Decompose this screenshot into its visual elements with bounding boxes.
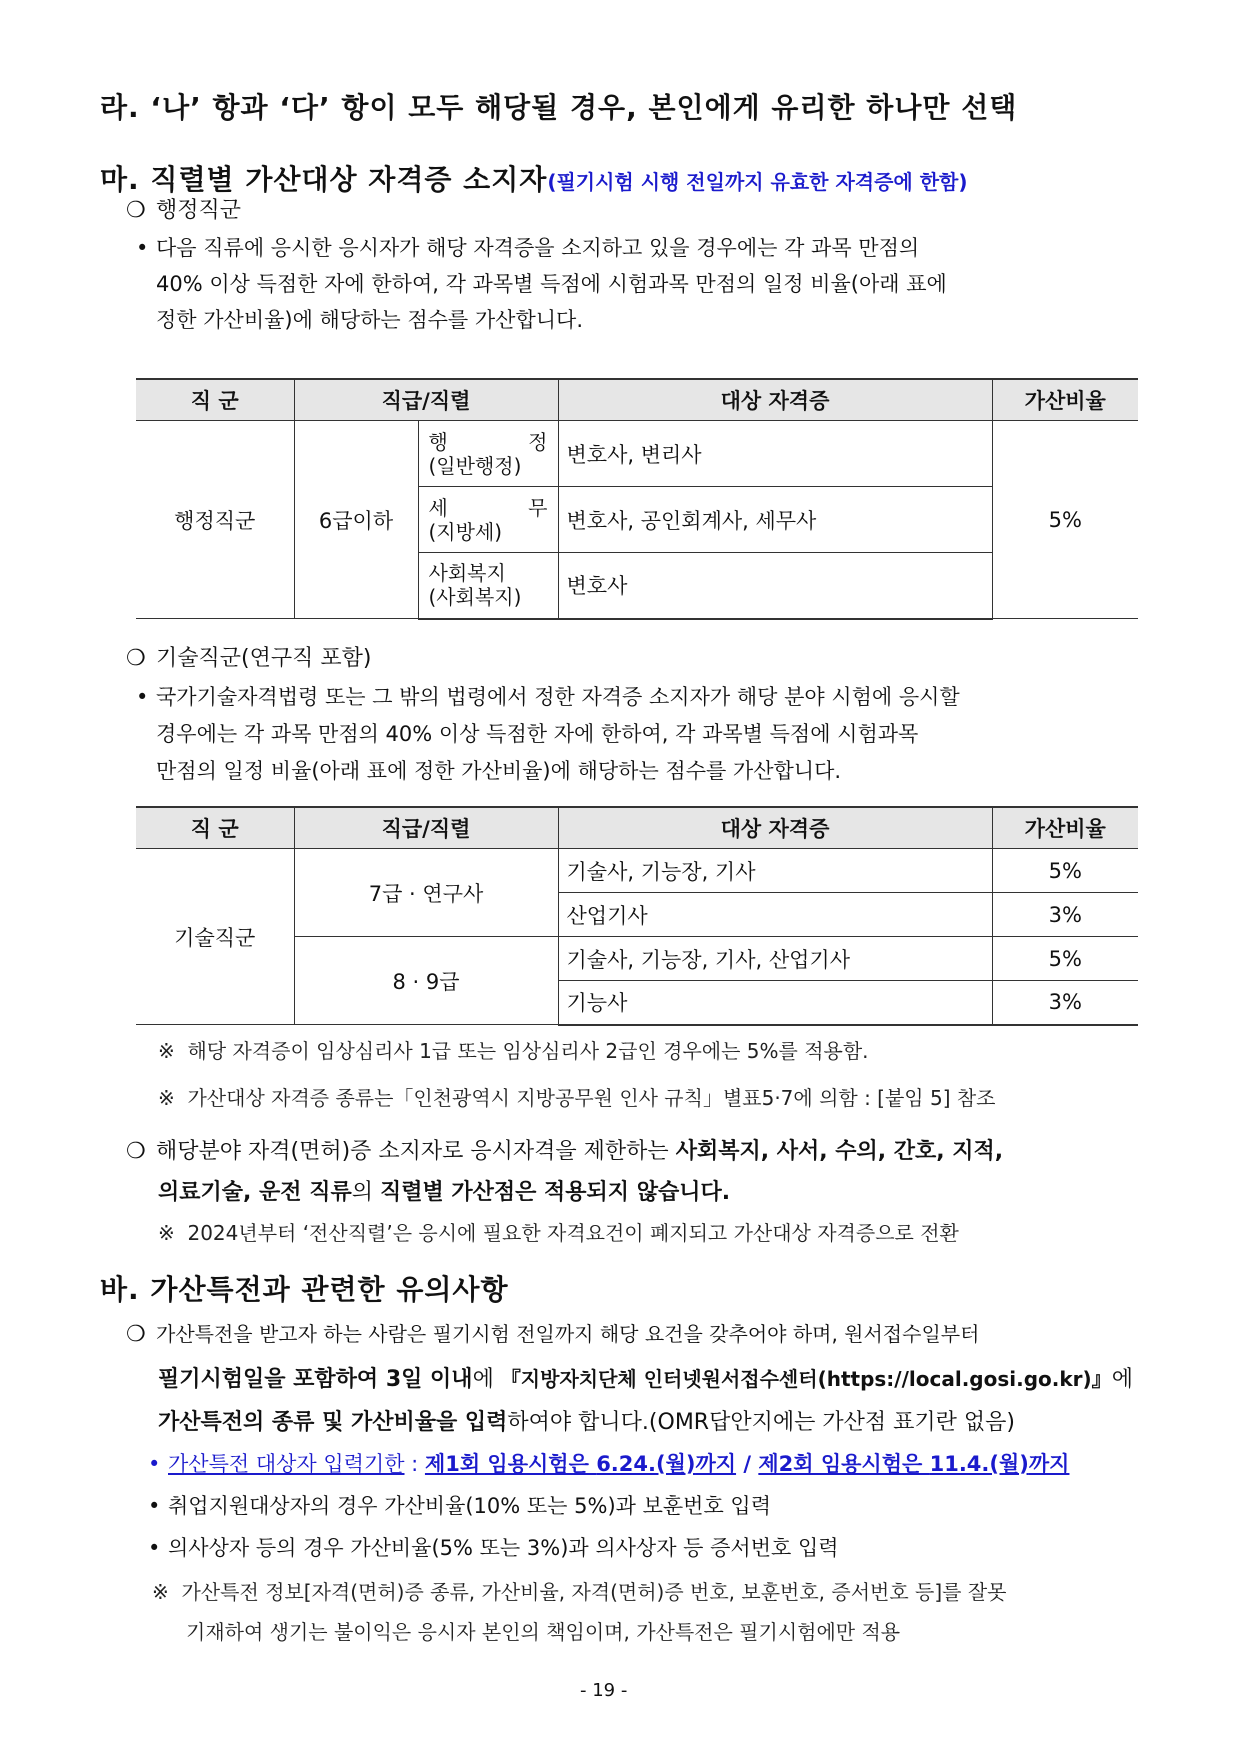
certs-cell: 기술사, 기능장, 기사 [558,849,992,893]
notes-ref-1-text: 가산특전 정보[자격(면허)증 종류, 가산비율, 자격(면허)증 번호, 보훈번호, 증서번호 등]를 잘못 [181,1580,1007,1604]
series-cell [418,553,558,619]
tech-line-2: 경우에는 각 과목 만점의 40% 이상 득점한 자에 한하여, 각 과목별 득점에 시험과목 [156,722,919,746]
tech-table [136,806,1138,1026]
circle-bullet-icon: ❍ [126,1322,146,1347]
table-row [136,421,1138,487]
admin-group-cell: 행정직군 [136,421,294,619]
header-certs: 대상 자격증 [558,379,992,421]
notes-line-1 [126,1318,979,1347]
rate-cell: 5% [992,937,1138,981]
deadline-label: 가산특전 대상자 입력기한 [168,1452,405,1476]
notes-line-2-bold: 필기시험일을 포함하여 3일 이내 [158,1367,473,1392]
series-cell [418,487,558,553]
deadline-2-pre: 제2회 임용시험은 [758,1452,930,1476]
deadline-2-post: 까지 [1028,1452,1070,1476]
admin-rate-cell: 5% [992,421,1138,619]
admin-section-title [126,193,241,224]
admin-grade-cell: 6급이하 [294,421,418,619]
deadline-1-post: 까지 [695,1452,737,1476]
series-top: 행 정 [428,429,548,454]
notes-line-2-mid: 에 [472,1367,501,1392]
heading-ma-title: 마. 직렬별 가산대상 자격증 소지자 [100,163,548,196]
tech-line-1-text: 국가기술자격법령 또는 그 밖의 법령에서 정한 자격증 소지자가 해당 분야 시험에 응시할 [156,685,960,709]
excluded-ref-text: 2024년부터 ‘전산직렬’은 응시에 필요한 자격요건이 폐지되고 가산대상 자격증으로 전환 [187,1221,959,1245]
certs-cell: 변호사, 변리사 [558,421,992,487]
header-grade: 직급/직렬 [294,807,558,849]
tech-ref-1 [158,1035,869,1064]
deadline-sep: : [404,1452,425,1476]
deadline-2-date: 11.4.(월) [929,1452,1029,1476]
admin-title-text: 행정직군 [156,198,242,223]
notes-line-3-bold: 가산특전의 종류 및 가산비율을 입력 [158,1410,508,1435]
bullet-icon: • [136,685,149,709]
excluded-line-1 [126,1134,1003,1165]
excluded-line-1-text: 해당분야 자격(면허)증 소지자로 응시자격을 제한하는 [156,1139,676,1164]
tech-grade-cell: 7급 · 연구사 [294,849,558,937]
reference-mark-icon: ※ [158,1086,175,1110]
header-rate: 가산비율 [992,807,1138,849]
table-row [136,849,1138,893]
admin-table [136,378,1138,620]
heading-ma [100,158,968,198]
certs-cell: 변호사, 공인회계사, 세무사 [558,487,992,553]
tech-ref-2 [158,1082,996,1111]
tech-ref-1-text: 해당 자격증이 임상심리사 1급 또는 임상심리사 2급인 경우에는 5%를 적용함. [187,1039,869,1063]
notes-line-1-text: 가산특전을 받고자 하는 사람은 필기시험 전일까지 해당 요건을 갖추어야 하며, 원서접수일부터 [156,1322,980,1346]
excluded-line-2-mid: 의 [351,1180,380,1205]
tech-title-text: 기술직군(연구직 포함) [156,646,372,671]
notes-line-2-bold2: 『지방자치단체 인터넷원서접수센터(https://local.gosi.go.kr)』 [500,1367,1112,1391]
excluded-line-2 [158,1175,730,1206]
bullet-icon: • [136,236,149,260]
deadline-slash: / [736,1452,759,1476]
notes-bullet-3-text: 의사상자 등의 경우 가산비율(5% 또는 3%)과 의사상자 등 증서번호 입력 [168,1536,839,1560]
series-cell [418,421,558,487]
tech-ref-2-text: 가산대상 자격증 종류는「인천광역시 지방공무원 인사 규칙」별표5·7에 의함 : [붙임 5] 참조 [187,1086,996,1110]
circle-bullet-icon: ❍ [126,198,146,223]
series-top: 세 무 [428,495,548,520]
header-certs: 대상 자격증 [558,807,992,849]
deadline-line [148,1448,1069,1478]
excluded-line-2-bold1: 의료기술, 운전 직류 [158,1180,352,1205]
reference-mark-icon: ※ [158,1039,175,1063]
tech-line-1 [136,681,960,711]
deadline-1-date: 6.24.(월) [596,1452,696,1476]
circle-bullet-icon: ❍ [126,646,146,671]
heading-ra: 라. ‘나’ 항과 ‘다’ 항이 모두 해당될 경우, 본인에게 유리한 하나만 선택 [100,91,1018,124]
circle-bullet-icon: ❍ [126,1139,146,1164]
admin-line-2: 40% 이상 득점한 자에 한하여, 각 과목별 득점에 시험과목 만점의 일정 비율(아래 표에 [156,272,947,296]
bullet-icon: • [148,1452,161,1476]
certs-cell: 기술사, 기능장, 기사, 산업기사 [558,937,992,981]
header-rate: 가산비율 [992,379,1138,421]
rate-cell: 3% [992,893,1138,937]
excluded-ref [158,1217,959,1246]
excluded-line-1-bold: 사회복지, 사서, 수의, 간호, 지적, [675,1139,1004,1164]
notes-bullet-2 [148,1490,771,1520]
series-top: 사회복지 [428,561,506,586]
certs-cell: 변호사 [558,553,992,619]
page-number: - 19 - [580,1680,628,1701]
reference-mark-icon: ※ [152,1580,169,1604]
series-bottom: (일반행정) [428,453,522,478]
series-bottom: (사회복지) [428,585,522,610]
excluded-line-2-bold2: 직렬별 가산점은 적용되지 않습니다. [379,1180,731,1205]
admin-line-3: 정한 가산비율)에 해당하는 점수를 가산합니다. [156,308,584,332]
notes-ref-2: 기재하여 생기는 불이익은 응시자 본인의 책임이며, 가산특전은 필기시험에만 적용 [186,1620,901,1644]
header-grade: 직급/직렬 [294,379,558,421]
notes-line-3-end: 하여야 합니다.(OMR답안지에는 가산점 표기란 없음) [507,1410,1015,1435]
header-group: 직 군 [136,379,294,421]
header-group: 직 군 [136,807,294,849]
notes-line-2-end: 에 [1111,1367,1133,1392]
notes-ref-1 [152,1576,1006,1605]
notes-line-3 [158,1405,1015,1436]
tech-group-cell: 기술직군 [136,849,294,1025]
admin-table-header [136,379,1138,421]
admin-line-1-text: 다음 직류에 응시한 응시자가 해당 자격증을 소지하고 있을 경우에는 각 과목 만점의 [156,236,920,260]
tech-grade-cell: 8 · 9급 [294,937,558,1025]
bullet-icon: • [148,1494,161,1518]
deadline-1-pre: 제1회 임용시험은 [424,1452,597,1476]
tech-section-title [126,641,371,672]
heading-ma-note: (필기시험 시행 전일까지 유효한 자격증에 한함) [547,170,968,194]
certs-cell: 산업기사 [558,893,992,937]
notes-bullet-2-text: 취업지원대상자의 경우 가산비율(10% 또는 5%)과 보훈번호 입력 [168,1494,772,1518]
notes-bullet-3 [148,1532,839,1562]
admin-line-1 [136,232,919,262]
certs-cell: 기능사 [558,981,992,1025]
reference-mark-icon: ※ [158,1221,175,1245]
rate-cell: 5% [992,849,1138,893]
bullet-icon: • [148,1536,161,1560]
tech-line-3: 만점의 일정 비율(아래 표에 정한 가산비율)에 해당하는 점수를 가산합니다. [156,759,842,783]
tech-table-header [136,807,1138,849]
heading-ba: 바. 가산특전과 관련한 유의사항 [100,1273,509,1306]
notes-line-2 [158,1362,1133,1393]
rate-cell: 3% [992,981,1138,1025]
series-bottom: (지방세) [428,519,503,544]
